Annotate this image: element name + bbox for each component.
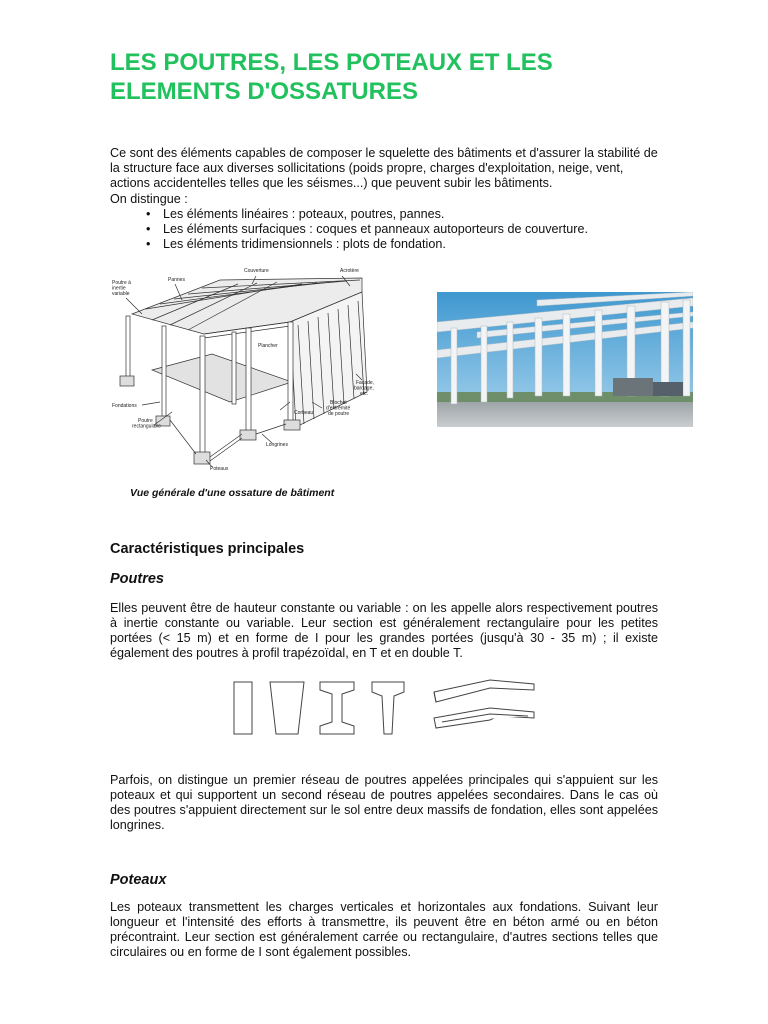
label-longrines: Longrines	[266, 442, 288, 448]
section-heading: Caractéristiques principales	[110, 541, 305, 557]
label-poteaux: Poteaux	[210, 466, 229, 472]
intro-paragraph: Ce sont des éléments capables de composer le squelette des bâtiments et d'assurer la stabilité de la structure face aux diverses sollicitations (poids propre, charges d'exploitation, neige, vent, actions accidentelles telles que les séismes...) que peuvent subir les bâtiments.	[110, 146, 658, 190]
t-section-shape	[372, 682, 404, 734]
on-distingue-text: On distingue :	[110, 192, 188, 206]
poutres-paragraph-1: Elles peuvent être de hauteur constante ou variable : on les appelle alors respectivement poutres à inertie constante ou variable. Leur section est généralement rectangulaire pour les petites portées (< 15 m) et en forme de I pour les grandes portées (jusqu'à 30 - 35 m) ; il existe également des poutres à profil trapézoïdal, en T et en double T.	[110, 601, 658, 660]
figure-caption: Vue générale d'une ossature de bâtiment	[130, 487, 335, 499]
poutres-paragraph-2: Parfois, on distingue un premier réseau de poutres appelées principales qui s'appuient sur les poteaux et qui supportent un second réseau de poutres appelées secondaires. Dans le cas où des poutres s'appuient directement sur le sol entre deux massifs de fondation, elles sont appelées longrines.	[110, 773, 658, 832]
label-corbeau: Corbeau	[294, 410, 314, 416]
poteaux-paragraph: Les poteaux transmettent les charges verticales et horizontales aux fondations. Suivant leur longueur et l'intensité des efforts à transmettre, ils peuvent être en béton armé ou en béton précontraint. Leur section est généralement carrée ou rectangulaire, d'autres sections telles que circulaires ou en forme de I sont également possibles.	[110, 900, 658, 959]
beam-sections-diagram	[228, 670, 540, 740]
label-fondations: Fondations	[112, 403, 137, 409]
label-facade: Façade, bardage, etc.	[354, 380, 375, 397]
label-plancher: Plancher	[258, 343, 278, 349]
list-item: • Les éléments tridimensionnels : plots de fondation.	[130, 237, 588, 252]
trapezoidal-section-shape	[270, 682, 304, 734]
label-acrotere: Acrotère	[340, 268, 359, 274]
label-pannes: Pannes	[168, 277, 185, 283]
poteaux-heading: Poteaux	[110, 872, 167, 888]
label-couverture: Couverture	[244, 268, 269, 274]
page-title: LES POUTRES, LES POTEAUX ET LES ELEMENTS D'OSSATURES	[110, 49, 553, 105]
list-item: • Les éléments linéaires : poteaux, poutres, pannes.	[130, 207, 588, 222]
i-section-shape	[320, 682, 354, 734]
rectangular-section-shape	[234, 682, 252, 734]
label-poutre-rectangulaire: Poutre rectangulaire	[132, 418, 161, 430]
tapered-beam-shape	[434, 680, 534, 702]
poutres-heading: Poutres	[110, 571, 164, 587]
building-frame-diagram	[112, 262, 382, 472]
list-item: • Les éléments surfaciques : coques et panneaux autoporteurs de couverture.	[130, 222, 588, 237]
construction-photo	[437, 292, 693, 427]
label-poutre-inertie: Poutre à inertie variable	[112, 280, 131, 297]
element-types-list	[130, 207, 588, 252]
label-blochet: Blochet d'extrémité de poutre	[326, 400, 351, 417]
